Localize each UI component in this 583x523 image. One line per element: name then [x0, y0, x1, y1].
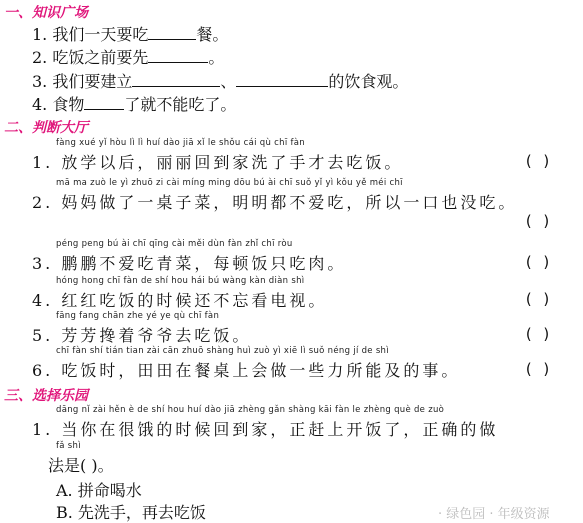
answer-parentheses[interactable]: ( ) [524, 325, 552, 343]
fill-question-4-text: 4. 食物 [32, 95, 85, 114]
answer-blank[interactable] [148, 48, 208, 63]
answer-parentheses[interactable]: ( ) [524, 360, 552, 378]
section-heading-2: 二、判断大厅 [4, 120, 88, 136]
watermark: · 绿色园 · 年级资源 [438, 507, 550, 522]
fill-question-4 [32, 92, 236, 115]
fill-question-2-suffix: 。 [208, 48, 225, 67]
fill-question-2-text: 2. 吃饭之前要先 [32, 48, 149, 67]
choice-question-1-cont: 法是( )。 [48, 456, 114, 475]
judge-question-6: 6. 吃饭时，田田在餐桌上会做一些力所能及的事。 [32, 361, 461, 380]
fill-question-3-suffix: 的饮食观。 [328, 72, 409, 91]
fill-question-1 [32, 22, 228, 45]
fill-question-1-text: 1. 我们一天要吃 [32, 25, 149, 44]
section-heading-3: 三、选择乐园 [4, 388, 88, 404]
pinyin-line: fǎ shì [56, 441, 81, 451]
pinyin-line: dāng nǐ zài hěn è de shí hou huí dào jiā zhèng gǎn shàng kāi fàn le zhèng què de zuò [56, 405, 445, 415]
pinyin-line: chī fàn shí tián tian zài cān zhuō shàng huì zuò yì xiē lì suǒ néng jí de shì [56, 346, 389, 356]
pinyin-line: hóng hong chī fàn de shí hou hái bú wàng kàn diàn shì [56, 276, 305, 286]
pinyin-line: fāng fang chān zhe yé ye qù chī fàn [56, 311, 220, 321]
judge-question-2: 2. 妈妈做了一桌子菜，明明都不爱吃，所以一口也没吃。 [32, 193, 518, 212]
answer-parentheses[interactable]: ( ) [524, 152, 552, 170]
fill-question-3 [32, 69, 408, 92]
fill-question-1-suffix: 餐。 [196, 25, 229, 44]
answer-parentheses[interactable]: ( ) [524, 290, 552, 308]
option-a[interactable]: A. 拼命喝水 [56, 481, 142, 500]
answer-blank[interactable] [132, 72, 220, 87]
pinyin-line: fàng xué yǐ hòu lì lì huí dào jiā xǐ le shǒu cái qù chī fàn [56, 138, 305, 148]
choice-question-1: 1. 当你在很饿的时候回到家，正赶上开饭了，正确的做 [32, 420, 499, 439]
answer-blank[interactable] [236, 72, 328, 87]
judge-question-5: 5. 芳芳搀着爷爷去吃饭。 [32, 326, 252, 345]
pinyin-line: péng peng bú ài chī qīng cài měi dùn fàn zhǐ chī ròu [56, 239, 293, 249]
fill-question-4-suffix: 了就不能吃了。 [124, 95, 237, 114]
pinyin-line: mā ma zuò le yì zhuō zi cài míng ming dōu bú ài chī suǒ yǐ yì kǒu yě méi chī [56, 178, 403, 188]
answer-parentheses[interactable]: ( ) [524, 253, 552, 271]
judge-question-1: 1. 放学以后，丽丽回到家洗了手才去吃饭。 [32, 153, 404, 172]
answer-blank[interactable] [84, 95, 124, 110]
fill-question-2 [32, 45, 224, 68]
judge-question-4: 4. 红红吃饭的时候还不忘看电视。 [32, 291, 328, 310]
answer-blank[interactable] [148, 25, 196, 40]
fill-question-3-text: 3. 我们要建立 [32, 72, 133, 91]
judge-question-3: 3. 鹏鹏不爱吃青菜，每顿饭只吃肉。 [32, 254, 347, 273]
answer-parentheses[interactable]: ( ) [524, 212, 552, 230]
section-heading-1: 一、知识广场 [4, 5, 88, 21]
fill-question-3-sep: 、 [220, 72, 237, 91]
option-b[interactable]: B. 先洗手，再去吃饭 [56, 503, 206, 522]
